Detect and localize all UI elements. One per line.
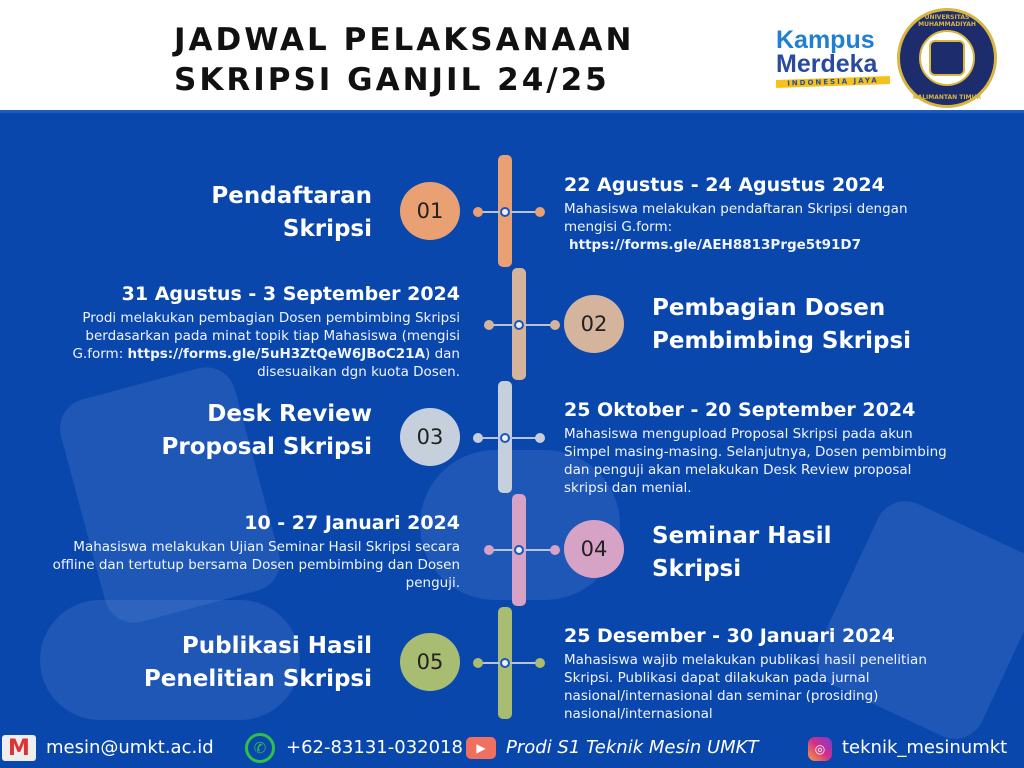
step-description: Prodi melakukan pembagian Dosen pembimbing Skripsi berdasarkan pada minat topik tiap Mahasiswa (mengisi G.form: https://forms.gle/5uH3ZtQeW6JBoC21A) dan disesuaikan dgn kuota Dosen.: [72, 310, 460, 380]
form-link[interactable]: https://forms.gle/AEH8813Prge5t91D7: [569, 237, 862, 253]
step-date: 25 Desember - 30 Januari 2024: [564, 625, 895, 647]
step-number-badge: 01: [400, 182, 460, 240]
instagram-icon: ◎: [808, 737, 832, 761]
connector-dot: [550, 320, 560, 330]
timeline-node: [500, 658, 510, 668]
title-line-1: JADWAL PELAKSANAAN: [174, 22, 635, 58]
university-seal-logo: [897, 8, 997, 108]
stage-title: Desk Review Proposal Skripsi: [161, 401, 372, 460]
step-description: Mahasiswa melakukan pendaftaran Skripsi dengan mengisi G.form: https://forms.gle/AEH8813Prge5t91D7: [564, 201, 908, 253]
step-description: Mahasiswa mengupload Proposal Skripsi pada akun Simpel masing-masing. Selanjutnya, Dosen pembimbing dan penguji akan melakukan Desk Review proposal skripsi dan menial.: [564, 426, 947, 496]
youtube-icon: ▶: [466, 737, 496, 759]
page-title: [174, 20, 634, 100]
stage-title: Pendaftaran Skripsi: [211, 183, 372, 242]
connector-dot: [473, 658, 483, 668]
step-number-badge: 03: [400, 408, 460, 466]
connector-dot: [550, 545, 560, 555]
footer-phone[interactable]: +62-83131-032018: [286, 737, 463, 758]
stage-title: Seminar Hasil Skripsi: [652, 523, 832, 582]
connector-dot: [535, 433, 545, 443]
title-line-2: SKRIPSI GANJIL 24/25: [174, 62, 610, 98]
step-number-badge: 05: [400, 633, 460, 691]
form-link[interactable]: https://forms.gle/5uH3ZtQeW6JBoC21A: [127, 346, 426, 362]
logo-line-1: Kampus: [776, 26, 875, 54]
footer-youtube[interactable]: Prodi S1 Teknik Mesin UMKT: [506, 737, 759, 758]
step-date: 25 Oktober - 20 September 2024: [564, 399, 916, 421]
step-number-badge: 02: [564, 295, 624, 353]
seal-bottom-text: KALIMANTAN TIMUR: [912, 94, 982, 101]
step-description: Mahasiswa melakukan Ujian Seminar Hasil Skripsi secara offline dan tertutup bersama Dosen pembimbing dan Dosen penguji.: [52, 539, 460, 591]
step-date: 10 - 27 Januari 2024: [244, 512, 460, 534]
footer-email[interactable]: mesin@umkt.ac.id: [46, 737, 214, 758]
connector-dot: [484, 545, 494, 555]
stage-title: Publikasi Hasil Penelitian Skripsi: [143, 633, 372, 692]
connector-dot: [484, 320, 494, 330]
footer: [0, 735, 1024, 768]
connector-dot: [473, 207, 483, 217]
connector-dot: [473, 433, 483, 443]
step-description: Mahasiswa wajib melakukan publikasi hasil penelitian Skripsi. Publikasi dapat dilakukan pada jurnal nasional/internasional dan seminar (prosiding) nasional/internasional: [564, 652, 927, 722]
step-number-badge: 04: [564, 520, 624, 578]
footer-instagram[interactable]: teknik_mesinumkt: [842, 737, 1008, 758]
step-date: 31 Agustus - 3 September 2024: [121, 283, 460, 305]
connector-dot: [535, 207, 545, 217]
logo-line-2: Merdeka: [776, 50, 878, 78]
whatsapp-icon: ✆: [245, 733, 275, 763]
seal-top-text: UNIVERSITAS MUHAMMADIYAH: [918, 14, 976, 28]
logo-tagline: INDONESIA JAYA: [776, 76, 890, 88]
timeline-node: [514, 320, 524, 330]
header: [0, 0, 1024, 113]
stage-title: Pembagian Dosen Pembimbing Skripsi: [652, 295, 912, 354]
timeline-node: [500, 433, 510, 443]
kampus-merdeka-logo: [776, 28, 890, 86]
connector-dot: [535, 658, 545, 668]
gmail-icon: M: [2, 735, 36, 761]
step-date: 22 Agustus - 24 Agustus 2024: [564, 174, 885, 196]
timeline-node: [514, 545, 524, 555]
timeline-node: [500, 207, 510, 217]
